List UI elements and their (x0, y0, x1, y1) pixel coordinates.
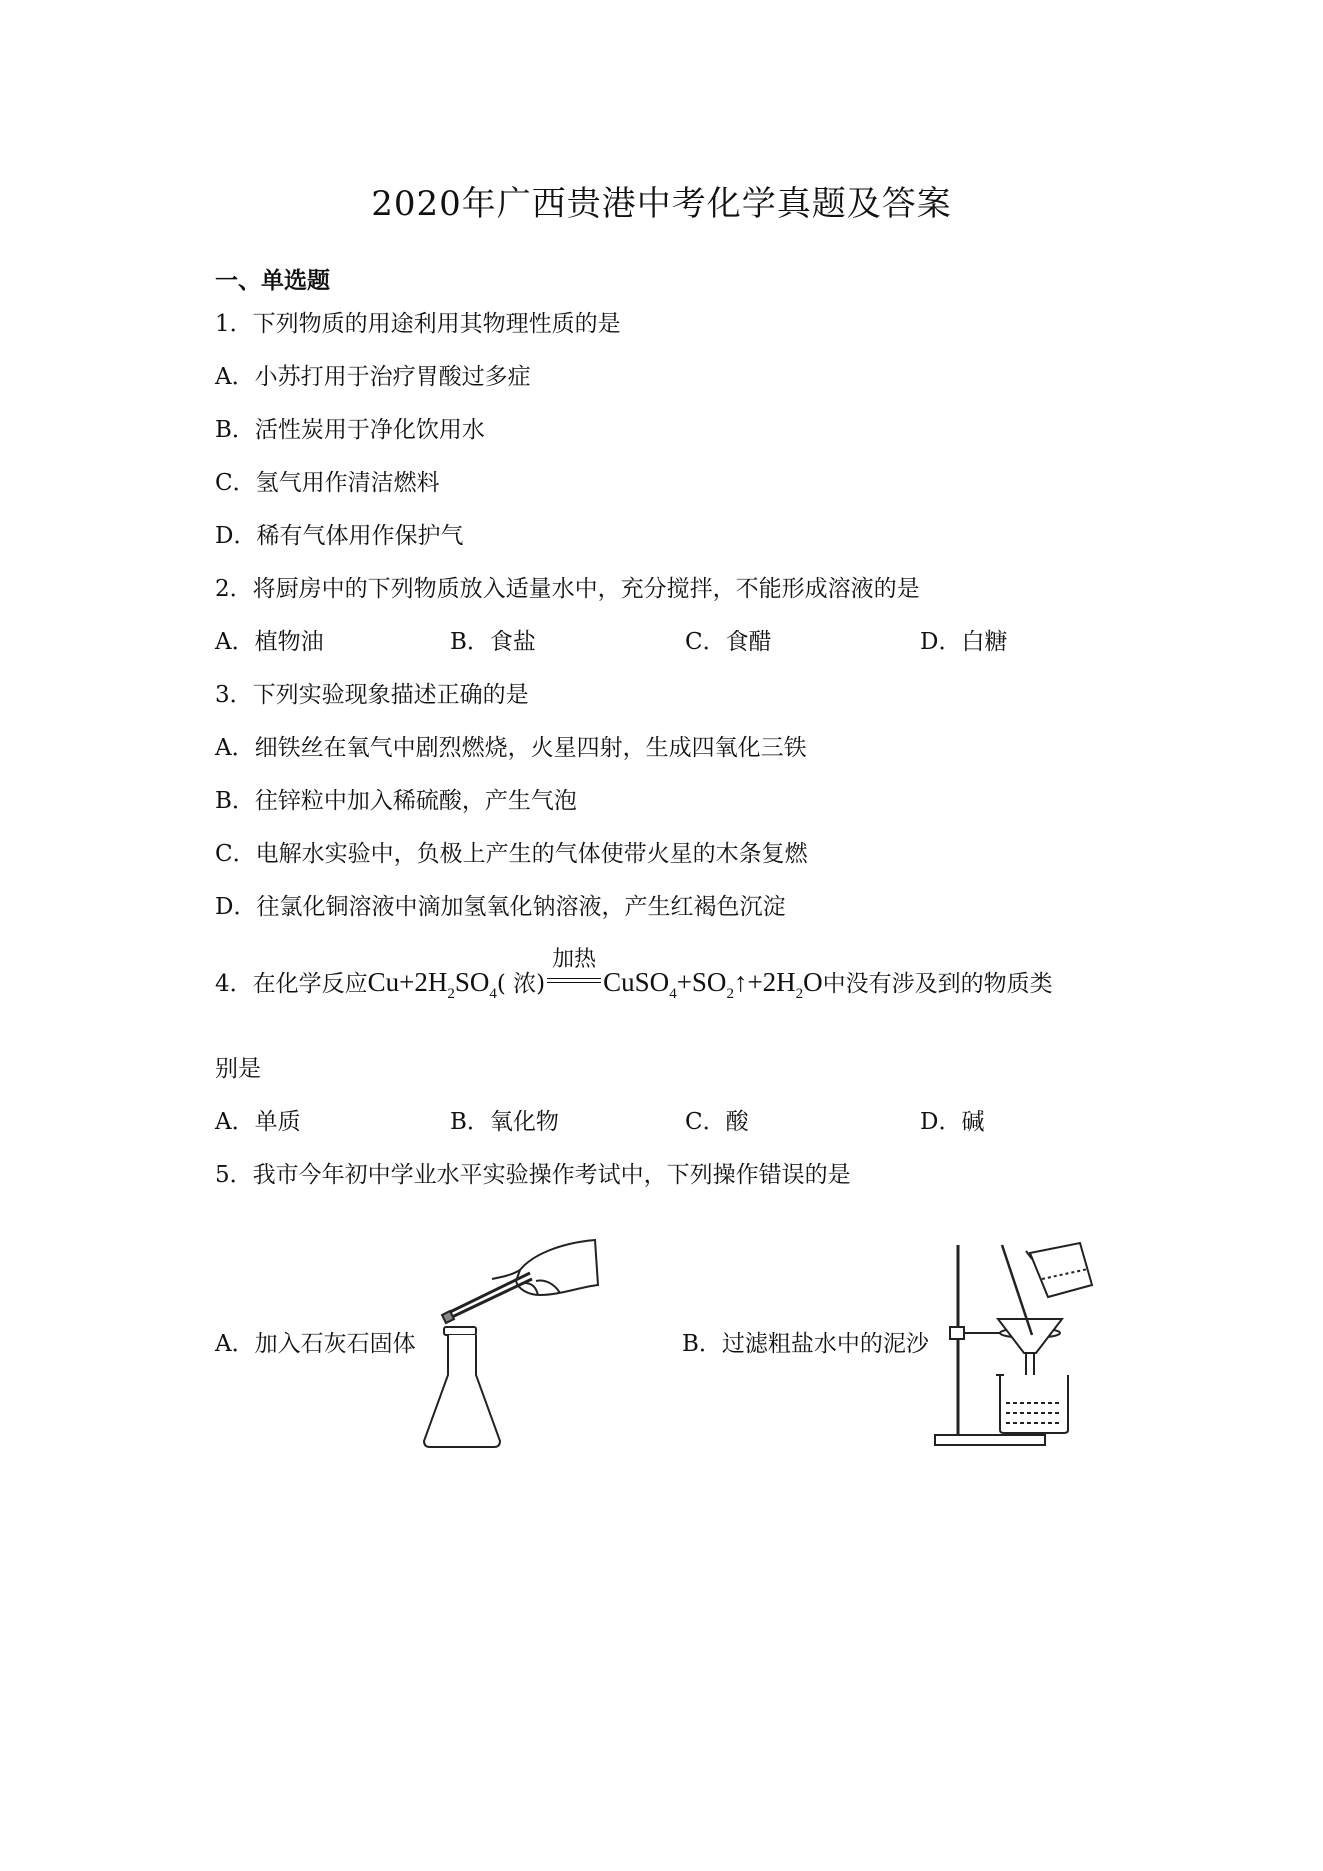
question-4-prefix: 4．在化学反应 (215, 971, 368, 997)
question-4-continuation: 别是 (215, 1056, 261, 1082)
question-4-option-a[interactable]: A．单质 (215, 1109, 301, 1135)
condition-label: 加热 (552, 947, 597, 972)
question-2-option-c[interactable]: C．食醋 (685, 629, 772, 655)
formula-so2: +SO (676, 967, 727, 997)
question-1-option-d[interactable]: D．稀有气体用作保护气 (215, 523, 464, 549)
equation-products (603, 967, 823, 1002)
question-5-option-b[interactable]: B．过滤粗盐水中的泥沙 (682, 1331, 929, 1357)
filtration-illustration (930, 1235, 1105, 1450)
question-3-option-c[interactable]: C．电解水实验中，负极上产生的气体使带火星的木条复燃 (215, 841, 808, 867)
equation-reactants (367, 967, 497, 1002)
question-2-stem: 2．将厨房中的下列物质放入适量水中，充分搅拌，不能形成溶液的是 (215, 576, 920, 602)
page-title: 2020年广西贵港中考化学真题及答案 (371, 184, 952, 224)
question-2-option-a[interactable]: A．植物油 (215, 629, 324, 655)
question-1-option-c[interactable]: C．氢气用作清洁燃料 (215, 470, 440, 496)
formula-cuso: CuSO (603, 967, 670, 997)
subscript: 4 (489, 986, 497, 1002)
question-2-option-b[interactable]: B．食盐 (450, 629, 536, 655)
double-equals-sign (547, 978, 601, 983)
question-1-option-a[interactable]: A．小苏打用于治疗胃酸过多症 (215, 364, 531, 390)
question-1-stem: 1．下列物质的用途利用其物理性质的是 (215, 311, 621, 337)
question-3-option-a[interactable]: A．细铁丝在氧气中剧烈燃烧，火星四射，生成四氧化三铁 (215, 735, 807, 761)
question-5-stem: 5．我市今年初中学业水平实验操作考试中，下列操作错误的是 (215, 1162, 851, 1188)
question-4-suffix: 中没有涉及到的物质类 (822, 971, 1053, 997)
section-heading: 一、单选题 (215, 268, 330, 294)
formula-h2o: +2H (747, 967, 796, 997)
question-4-option-c[interactable]: C．酸 (685, 1109, 749, 1135)
question-3-stem: 3．下列实验现象描述正确的是 (215, 682, 529, 708)
flask-tweezers-illustration (420, 1225, 610, 1450)
question-3-option-b[interactable]: B．往锌粒中加入稀硫酸，产生气泡 (215, 788, 577, 814)
concentrated-label: ( 浓) (496, 971, 546, 997)
question-4-option-b[interactable]: B．氧化物 (450, 1109, 559, 1135)
question-3-option-d[interactable]: D．往氯化铜溶液中滴加氢氧化钠溶液，产生红褐色沉淀 (215, 894, 786, 920)
question-4-stem (215, 947, 1053, 1002)
subscript: 4 (669, 986, 677, 1002)
subscript: 2 (726, 986, 734, 1002)
subscript: 2 (795, 986, 804, 1002)
gas-arrow-icon: ↑ (733, 967, 748, 997)
subscript: 2 (447, 986, 455, 1002)
question-5-option-a[interactable]: A．加入石灰石固体 (215, 1331, 416, 1357)
question-2-option-d[interactable]: D．白糖 (920, 629, 1008, 655)
question-4-option-d[interactable]: D．碱 (920, 1109, 985, 1135)
formula-so: SO (454, 967, 490, 997)
formula-cu2h: Cu+2H (367, 967, 448, 997)
question-1-option-b[interactable]: B．活性炭用于净化饮用水 (215, 417, 485, 443)
heating-condition (545, 947, 603, 1000)
formula-o: O (803, 967, 823, 997)
